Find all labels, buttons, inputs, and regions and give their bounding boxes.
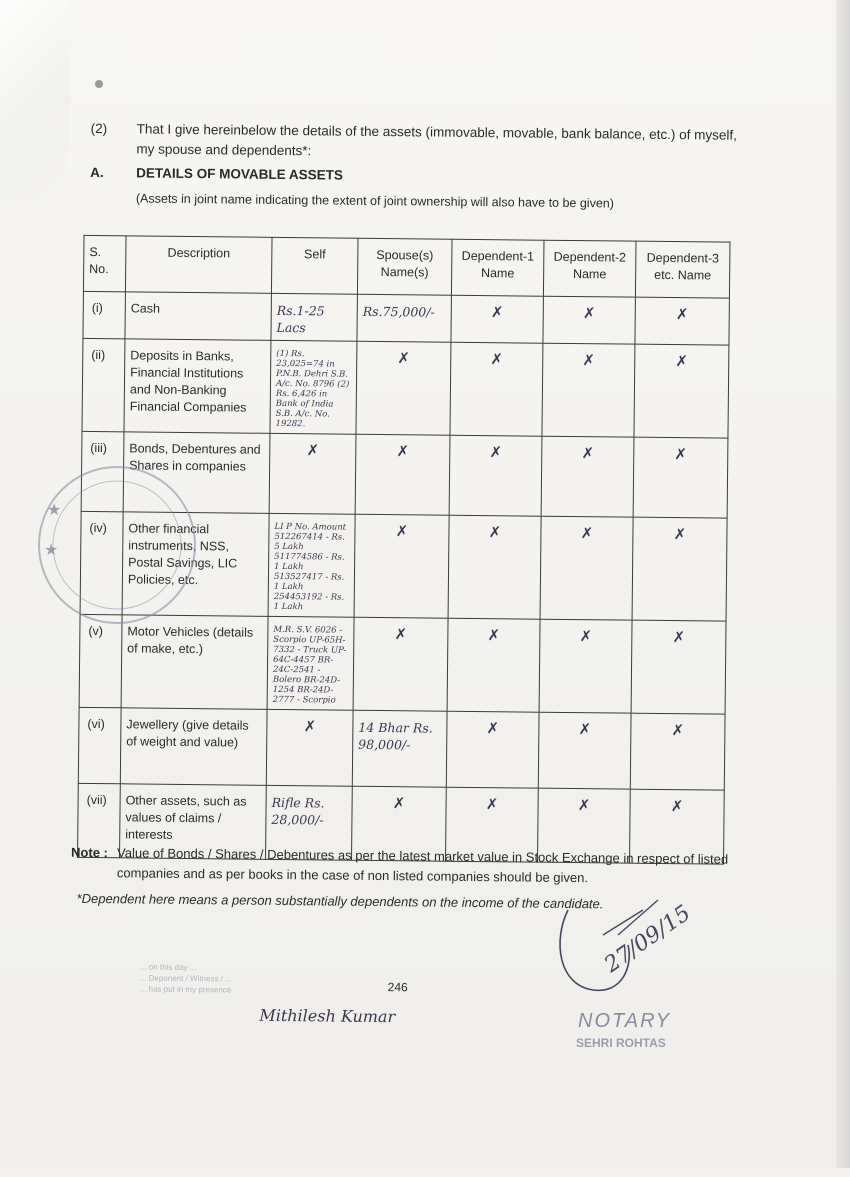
- row-spouse: ✗: [353, 617, 448, 711]
- row-dependent-2: ✗: [539, 619, 632, 713]
- row-spouse: ✗: [352, 786, 447, 861]
- row-dependent-3: ✗: [629, 789, 724, 864]
- row-dependent-2: ✗: [538, 712, 631, 789]
- row-spouse: ✗: [355, 434, 450, 515]
- col-header-sno: S. No.: [83, 235, 126, 291]
- row-dependent-3: ✗: [633, 437, 728, 518]
- row-sno: (ii): [82, 338, 125, 431]
- row-dependent-1: ✗: [446, 711, 539, 788]
- table-header-row: [83, 235, 730, 298]
- row-sno: (iii): [81, 431, 124, 511]
- row-description: Bonds, Debentures and Shares in companies: [123, 432, 270, 514]
- row-sno: (vi): [78, 707, 121, 783]
- paragraph-number: (2): [90, 120, 108, 137]
- row-description: Other financial instruments, NSS, Postal Savings, LIC Policies, etc.: [122, 512, 269, 617]
- col-header-dependent-2: Dependent-2 Name: [543, 240, 636, 297]
- row-dependent-3: ✗: [635, 297, 729, 345]
- note-text: Value of Bonds / Shares / Debentures as per the latest market value in Stock Exchange in respect of listed companies and as per books in the case of non listed companies should be given.: [116, 845, 729, 886]
- row-dependent-1: ✗: [451, 295, 543, 343]
- row-description: Other assets, such as values of claims / interests: [120, 784, 267, 860]
- row-self: ✗: [266, 709, 353, 786]
- row-dependent-2: ✗: [543, 296, 635, 344]
- row-sno: (v): [79, 614, 122, 707]
- notary-signature-date: [548, 890, 696, 1000]
- round-seal-stamp: [22, 455, 132, 635]
- table-row: [78, 707, 725, 790]
- row-dependent-2: ✗: [538, 788, 631, 863]
- row-description: Jewellery (give details of weight and value): [120, 708, 267, 786]
- row-spouse: Rs.75,000/-: [357, 294, 451, 342]
- faded-attestation-stamp: [140, 962, 234, 996]
- row-dependent-1: ✗: [450, 342, 543, 436]
- table-row: [81, 431, 728, 518]
- section-subtitle: (Assets in joint name indicating the extent of joint ownership will also have to be given): [135, 191, 615, 211]
- section-title: DETAILS OF MOVABLE ASSETS: [136, 165, 344, 183]
- row-sno: (vii): [78, 783, 121, 857]
- row-self: (1) Rs. 23,025=74 in P.N.B. Dehri S.B. A/c. No. 8796 (2) Rs. 6,426 in Bank of India S.B. A/c. No. 19282.: [270, 340, 357, 434]
- dependent-definition: *Dependent here means a person substantially dependents on the income of the candidate.: [76, 890, 604, 912]
- row-dependent-3: ✗: [632, 517, 727, 621]
- deponent-signature: Mithilesh Kumar: [259, 1005, 396, 1027]
- section-letter: A.: [90, 164, 104, 181]
- row-description: Cash: [125, 292, 271, 341]
- col-header-dependent-3: Dependent-3 etc. Name: [635, 241, 730, 298]
- col-header-description: Description: [125, 236, 272, 294]
- row-dependent-1: ✗: [449, 435, 542, 516]
- row-self: Rs.1-25 Lacs: [271, 293, 357, 341]
- table-row: [82, 338, 729, 438]
- row-self: M.R. S.V. 6026 - Scorpio UP-65H-7332 - Truck UP-64C-4457 BR-24C-2541 - Bolero BR-24D-1254 BR-24D-2777 - Scorpio: [267, 616, 354, 710]
- row-dependent-1: ✗: [448, 515, 541, 619]
- col-header-spouse: Spouse(s) Name(s): [357, 238, 452, 295]
- paragraph-text: That I give hereinbelow the details of the assets (immovable, movable, bank balance, etc.) of myself, my spouse and dependents*:: [136, 121, 738, 159]
- row-description: Deposits in Banks, Financial Institutions and Non-Banking Financial Companies: [124, 339, 271, 434]
- row-self: LI P No. Amount 512267414 - Rs. 5 Lakh 511774586 - Rs. 1 Lakh 513527417 - Rs. 1 Lakh 254453192 - Rs. 1 Lakh: [268, 513, 355, 617]
- table-row: [79, 614, 726, 714]
- table-row: [83, 291, 729, 345]
- note-label: Note :: [71, 844, 108, 861]
- row-dependent-1: ✗: [447, 618, 540, 712]
- row-description: Motor Vehicles (details of make, etc.): [121, 615, 268, 710]
- row-spouse: 14 Bhar Rs. 98,000/-: [352, 710, 447, 787]
- row-sno: (i): [83, 291, 125, 338]
- row-self: ✗: [269, 433, 356, 514]
- row-dependent-3: ✗: [631, 620, 726, 714]
- faded-line: ... Deponent / Witness / ...: [139, 973, 232, 984]
- faded-line: ... on this day ...: [139, 962, 197, 973]
- faded-line: ... has put in my presence.: [139, 984, 234, 995]
- row-dependent-1: ✗: [446, 787, 539, 862]
- col-header-dependent-1: Dependent-1 Name: [451, 239, 544, 296]
- paragraph-2: [90, 119, 751, 159]
- row-dependent-2: ✗: [540, 516, 633, 620]
- svg-text:★: ★: [47, 500, 62, 519]
- row-dependent-2: ✗: [541, 436, 634, 517]
- col-header-self: Self: [271, 237, 358, 294]
- row-dependent-2: ✗: [542, 343, 635, 437]
- notary-place: SEHRI ROHTAS: [576, 1036, 666, 1050]
- notary-date: 27/09/15: [600, 900, 696, 978]
- row-dependent-3: ✗: [630, 713, 725, 790]
- row-sno: (iv): [80, 511, 123, 614]
- row-dependent-3: ✗: [634, 344, 729, 438]
- row-self: Rifle Rs. 28,000/-: [266, 785, 353, 860]
- movable-assets-table: [77, 235, 730, 865]
- notary-stamp: NOTARY: [578, 1010, 672, 1032]
- row-spouse: ✗: [354, 514, 449, 618]
- row-spouse: ✗: [356, 341, 451, 435]
- svg-text:★: ★: [44, 540, 59, 559]
- page-number: 246: [387, 980, 408, 995]
